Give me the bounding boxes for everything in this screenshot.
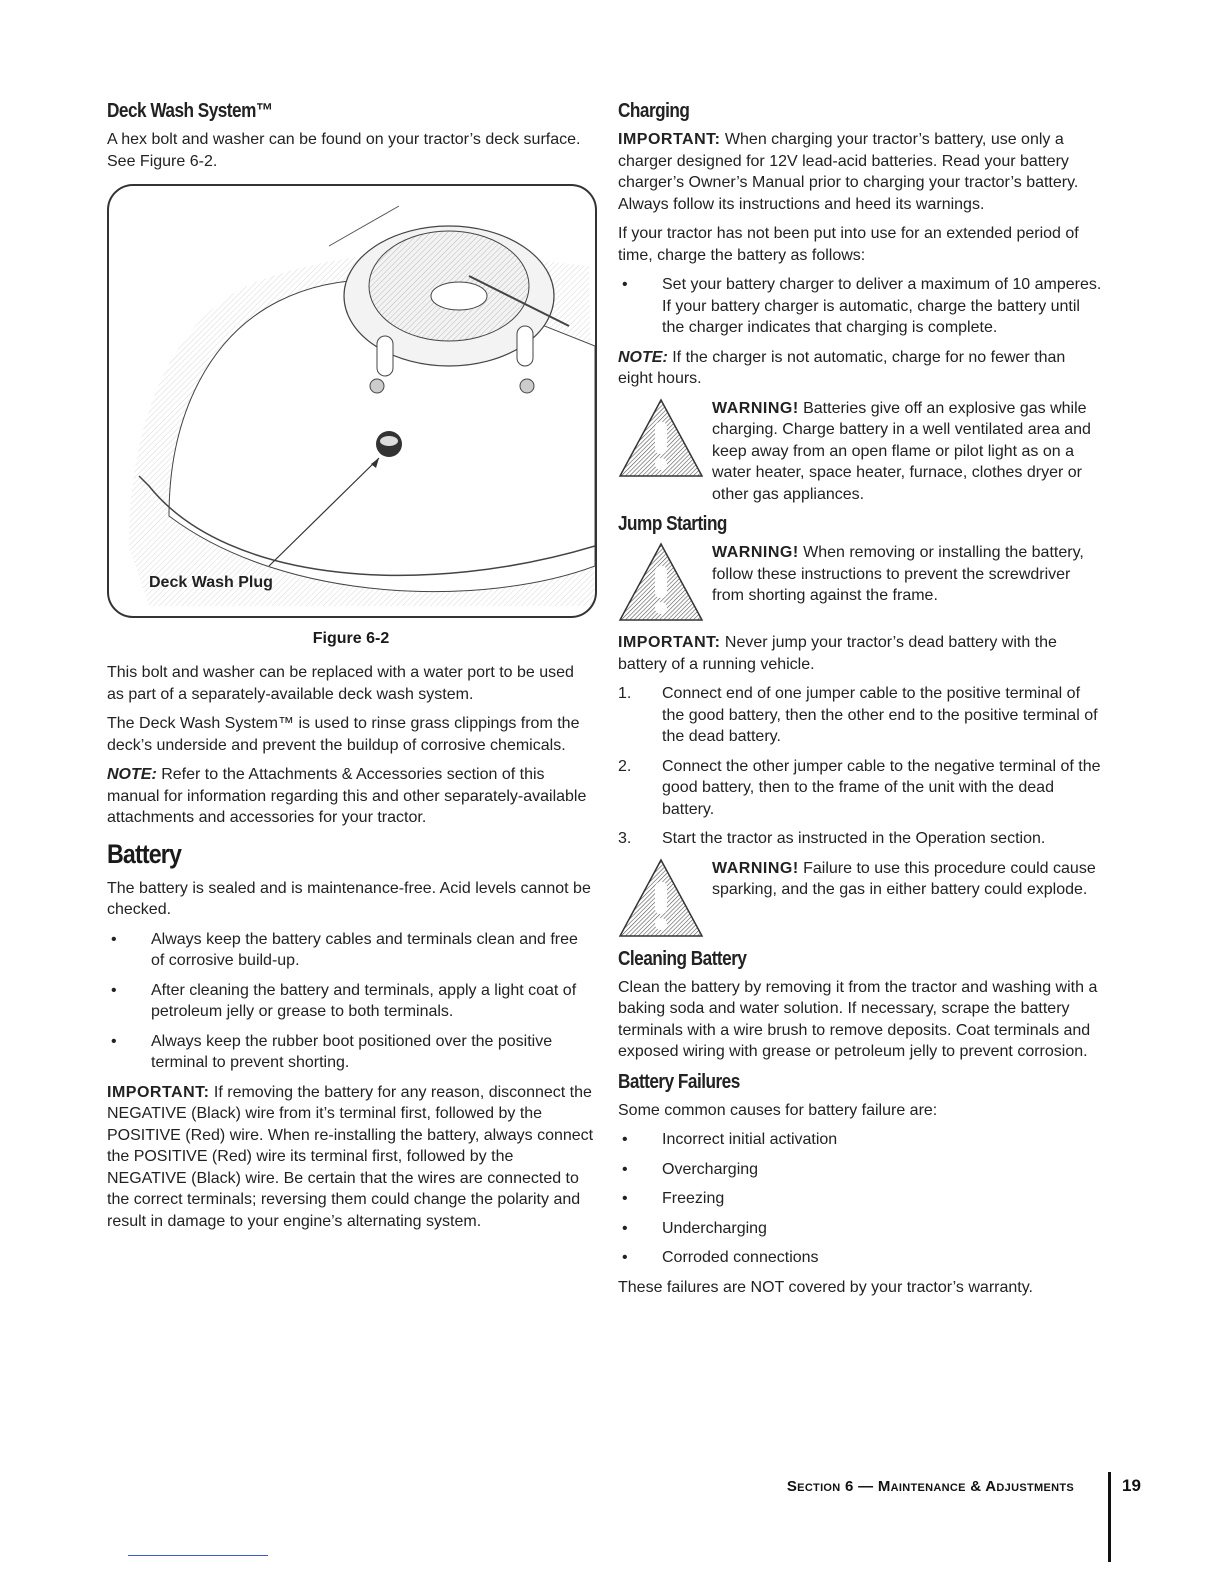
deck-wash-plug-label: Deck Wash Plug: [149, 574, 273, 591]
battery-intro: The battery is sealed and is maintenance-free. Acid levels cannot be checked.: [107, 879, 591, 918]
list-item: • Always keep the rubber boot positioned over the positive terminal to prevent shorting.: [111, 1032, 553, 1071]
deck-wash-heading: Deck Wash System™: [107, 100, 273, 122]
warning-triangle-icon: [618, 858, 704, 938]
footer-section-title: Section 6 — Maintenance & Adjustments: [786, 1478, 1074, 1495]
list-item: • After cleaning the battery and terminals, apply a light coat of petroleum jelly or grease to both terminals.: [111, 981, 577, 1020]
warning-screwdriver: WARNING! When removing or installing the battery, follow these instructions to prevent the screwdriver from shorting against the frame.: [618, 542, 1104, 624]
deck-wash-p3: The Deck Wash System™ is used to rinse grass clippings from the deck’s underside and prevent the buildup of corrosive chemicals.: [107, 715, 580, 754]
deck-wash-intro: A hex bolt and washer can be found on your tractor’s deck surface. See Figure 6-2.: [107, 131, 581, 170]
left-column: [107, 100, 595, 1240]
footer-divider: [1108, 1472, 1111, 1562]
charging-bullets: [618, 274, 1104, 339]
deck-wash-p2: This bolt and washer can be replaced with a water port to be used as part of a separately-available deck wash system.: [107, 664, 574, 703]
jump-starting-heading: Jump Starting: [618, 513, 727, 535]
charging-important: IMPORTANT: When charging your tractor’s battery, use only a charger designed for 12V lead-acid batteries. Read your battery charger’s Owner’s Manual prior to charging your tractor’s battery. Always follow its instructions and heed its warnings.: [618, 131, 1079, 213]
list-item: • Incorrect initial activation: [622, 1131, 838, 1148]
battery-failures-heading: Battery Failures: [618, 1070, 740, 1093]
cleaning-battery-heading: Cleaning Battery: [618, 947, 747, 970]
charging-note: NOTE: If the charger is not automatic, charge for no fewer than eight hours.: [618, 348, 1066, 387]
figure-caption: Figure 6-2: [312, 630, 390, 647]
battery-heading: Battery: [107, 838, 182, 869]
charging-p2: If your tractor has not been put into use for an extended period of time, charge the battery as follows:: [618, 225, 1079, 264]
list-item: • Always keep the battery cables and terminals clean and free of corrosive build-up.: [111, 930, 578, 969]
right-column: [618, 100, 1104, 1306]
important-label: IMPORTANT:: [107, 1083, 210, 1101]
charging-heading: Charging: [618, 100, 690, 122]
warning-explosive-gas: WARNING! Batteries give off an explosive gas while charging. Charge battery in a well ventilated area and keep away from an open flame or pilot light as on a water heater, space heater, furnace, clothes dryer or other gas appliances.: [618, 398, 1104, 506]
battery-important: [107, 1082, 595, 1233]
warning-triangle-icon: [618, 542, 704, 622]
list-item: • Set your battery charger to deliver a maximum of 10 amperes. If your battery charger is automatic, charge the battery until the charger indicates that charging is complete.: [622, 276, 1102, 336]
note-label: NOTE:: [107, 766, 157, 783]
list-item: • Freezing: [622, 1190, 725, 1207]
deck-illustration: [109, 186, 595, 616]
bottom-rule: [128, 1555, 268, 1556]
failures-intro: Some common causes for battery failure are:: [618, 1101, 938, 1119]
failures-outro: These failures are NOT covered by your tractor’s warranty.: [618, 1278, 1033, 1296]
warning-sparking: WARNING! Failure to use this procedure could cause sparking, and the gas in either battery could explode.: [618, 858, 1104, 940]
battery-bullets: [107, 929, 595, 1074]
note-text: Refer to the Attachments & Accessories section of this manual for information regarding this and other separately-available attachments and accessories for your tractor.: [107, 766, 587, 826]
list-item: 2. Connect the other jumper cable to the negative terminal of the good battery, then to the frame of the unit with the dead battery.: [618, 757, 1101, 818]
list-item: • Undercharging: [622, 1219, 767, 1237]
list-item: • Overcharging: [622, 1160, 759, 1178]
deck-wash-note: [107, 764, 595, 829]
jump-important: IMPORTANT: Never jump your tractor’s dead battery with the battery of a running vehicle.: [618, 634, 1057, 673]
important-text: If removing the battery for any reason, disconnect the NEGATIVE (Black) wire from it’s terminal first, followed by the POSITIVE (Red) wire. When re-installing the battery, always connect the POSITIVE (Red) wire its terminal first, followed by the NEGATIVE (Black) wire. Be certain that the wires are connected to the correct terminals; reversing them could change the polarity and result in damage to your engine’s alternating system.: [107, 1083, 594, 1230]
list-item: • Corroded connections: [622, 1249, 819, 1266]
list-item: 3. Start the tractor as instructed in the Operation section.: [618, 830, 1046, 847]
deck-figure: [107, 184, 597, 618]
cleaning-battery-text: Clean the battery by removing it from the tractor and washing with a baking soda and water solution. If necessary, scrape the battery terminals with a wire brush to remove deposits. Coat terminals and exposed wiring with grease or petroleum jelly to prevent corrosion.: [618, 978, 1098, 1060]
page-number: 19: [1122, 1476, 1141, 1495]
failures-list: [618, 1129, 1104, 1269]
warning-triangle-icon: [618, 398, 704, 478]
jump-steps: [618, 683, 1104, 850]
list-item: 1. Connect end of one jumper cable to the positive terminal of the good battery, then the other end to the positive terminal of the dead battery.: [618, 685, 1098, 745]
